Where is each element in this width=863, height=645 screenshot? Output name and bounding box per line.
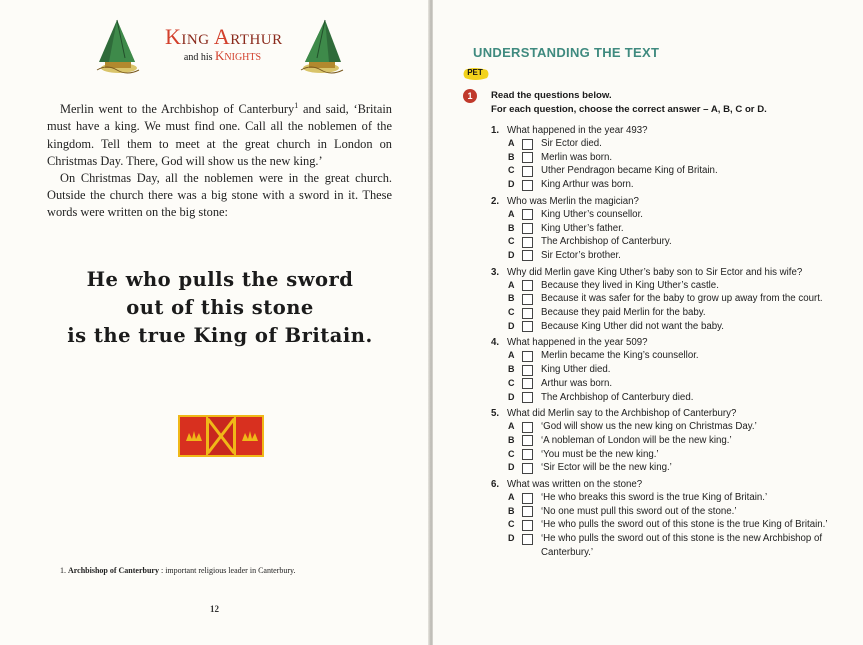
- question-stem: [491, 407, 831, 420]
- answer-checkbox[interactable]: [522, 209, 533, 220]
- exercise-instructions: Read the questions below. For each question, choose the correct answer – A, B, C or D.: [491, 90, 767, 115]
- footnote: 1. Archbishop of Canterbury : important religious leader in Canterbury.: [60, 566, 296, 575]
- answer-checkbox[interactable]: [522, 180, 533, 191]
- option-text: ‘You must be the new king.’: [541, 448, 659, 460]
- answer-checkbox[interactable]: [522, 308, 533, 319]
- answer-option: [491, 164, 831, 178]
- question-stem: [491, 195, 831, 208]
- option-text: ‘He who pulls the sword out of this stone is the new Archbishop of Canterbury.’: [541, 533, 823, 558]
- option-letter: A: [508, 279, 515, 290]
- answer-checkbox[interactable]: [522, 463, 533, 474]
- question-text: What was written on the stone?: [507, 479, 643, 491]
- option-text: King Uther died.: [541, 364, 611, 376]
- option-text: ‘He who breaks this sword is the true King of Britain.’: [541, 492, 768, 504]
- answer-option: [491, 377, 831, 391]
- option-letter: A: [508, 208, 515, 219]
- option-letter: D: [508, 533, 515, 544]
- answer-checkbox[interactable]: [522, 321, 533, 332]
- answer-checkbox[interactable]: [522, 166, 533, 177]
- pet-badge-label: PET: [467, 68, 483, 77]
- heraldic-emblem-icon: [178, 415, 264, 457]
- option-letter: B: [508, 151, 515, 162]
- answer-checkbox[interactable]: [522, 152, 533, 163]
- story-paragraph-2: On Christmas Day, all the noblemen were in the great church. Outside the church there was a big stone with a sword in it. These words were written on the big stone:: [47, 170, 392, 220]
- option-text: Arthur was born.: [541, 377, 613, 389]
- question-number: 6.: [491, 479, 500, 491]
- option-letter: D: [508, 179, 515, 190]
- question-text: Why did Merlin gave King Uther’s baby son to Sir Ector and his wife?: [507, 266, 803, 278]
- option-letter: C: [508, 519, 515, 530]
- option-text: King Uther’s counsellor.: [541, 208, 643, 220]
- answer-option: [491, 505, 831, 519]
- tree-illustration-left-icon: [95, 18, 141, 76]
- answer-checkbox[interactable]: [522, 392, 533, 403]
- option-text: ‘No one must pull this sword out of the stone.’: [541, 505, 737, 517]
- question-number: 1.: [491, 125, 500, 136]
- chapter-header: [95, 18, 345, 78]
- question-stem: [491, 478, 831, 491]
- question: [491, 336, 831, 404]
- story-text: [47, 97, 392, 222]
- inscription-line: He who pulls the sword: [86, 268, 354, 291]
- option-text: Because it was safer for the baby to grow up away from the court.: [541, 293, 823, 305]
- answer-option: [491, 292, 831, 306]
- answer-checkbox[interactable]: [522, 493, 533, 504]
- answer-option: [491, 306, 831, 320]
- answer-option: [491, 178, 831, 192]
- answer-checkbox[interactable]: [522, 139, 533, 150]
- footnote-marker: 1: [294, 101, 299, 110]
- option-letter: B: [508, 293, 515, 304]
- book-title-main: KING ARTHUR: [165, 24, 283, 49]
- answer-option: [491, 532, 831, 559]
- section-title: UNDERSTANDING THE TEXT: [473, 45, 660, 60]
- option-letter: D: [508, 249, 515, 260]
- answer-checkbox[interactable]: [522, 237, 533, 248]
- option-text: Because they paid Merlin for the baby.: [541, 307, 706, 319]
- question-stem: [491, 336, 831, 349]
- answer-checkbox[interactable]: [522, 378, 533, 389]
- answer-option: [491, 320, 831, 334]
- option-letter: C: [508, 448, 515, 459]
- answer-option: [491, 448, 831, 462]
- tree-illustration-right-icon: [299, 18, 345, 76]
- answer-checkbox[interactable]: [522, 250, 533, 261]
- question: [491, 266, 831, 334]
- question-number: 2.: [491, 195, 500, 207]
- option-letter: A: [508, 350, 515, 361]
- answer-checkbox[interactable]: [522, 435, 533, 446]
- question-number: 5.: [491, 408, 500, 420]
- question: [491, 407, 831, 475]
- answer-option: [491, 461, 831, 475]
- option-letter: A: [508, 421, 515, 432]
- inscription-line: is the true King of Britain.: [67, 324, 373, 347]
- option-text: Sir Ector’s brother.: [541, 249, 621, 261]
- question-stem: [491, 124, 831, 137]
- option-letter: B: [508, 222, 515, 233]
- question-text: What happened in the year 509?: [507, 337, 648, 349]
- option-text: ‘God will show us the new king on Christmas Day.’: [541, 421, 757, 433]
- option-text: Uther Pendragon became King of Britain.: [541, 165, 718, 177]
- stone-inscription: [40, 266, 400, 350]
- answer-checkbox[interactable]: [522, 422, 533, 433]
- option-letter: B: [508, 364, 515, 375]
- answer-option: [491, 279, 831, 293]
- question-stem: [491, 266, 831, 279]
- option-text: Merlin was born.: [541, 151, 613, 163]
- answer-option: [491, 391, 831, 405]
- answer-checkbox[interactable]: [522, 351, 533, 362]
- option-letter: C: [508, 307, 515, 318]
- question-text: Who was Merlin the magician?: [507, 195, 639, 207]
- left-page: [0, 0, 430, 645]
- option-letter: C: [508, 165, 515, 176]
- question-list: [491, 124, 831, 563]
- inscription-line: out of this stone: [126, 296, 314, 319]
- answer-checkbox[interactable]: [522, 294, 533, 305]
- option-letter: C: [508, 236, 515, 247]
- question-text: What did Merlin say to the Archbishop of Canterbury?: [507, 408, 737, 420]
- answer-option: [491, 208, 831, 222]
- answer-option: [491, 222, 831, 236]
- answer-checkbox[interactable]: [522, 449, 533, 460]
- answer-option: [491, 235, 831, 249]
- answer-checkbox[interactable]: [522, 280, 533, 291]
- option-letter: D: [508, 391, 515, 402]
- option-text: ‘A nobleman of London will be the new king.’: [541, 434, 732, 446]
- option-text: Merlin became the King’s counsellor.: [541, 350, 699, 362]
- option-text: ‘Sir Ector will be the new king.’: [541, 462, 672, 474]
- page-number: 12: [210, 604, 219, 614]
- answer-option: [491, 249, 831, 263]
- answer-option: [491, 518, 831, 532]
- right-page: [433, 0, 863, 645]
- question: [491, 478, 831, 560]
- answer-checkbox[interactable]: [522, 223, 533, 234]
- option-letter: B: [508, 434, 515, 445]
- answer-checkbox[interactable]: [522, 506, 533, 517]
- option-letter: A: [508, 138, 515, 148]
- answer-checkbox[interactable]: [522, 365, 533, 376]
- option-letter: C: [508, 377, 515, 388]
- answer-option: [491, 434, 831, 448]
- option-text: ‘He who pulls the sword out of this stone is the true King of Britain.’: [541, 519, 828, 531]
- book-subtitle: and his KNIGHTS: [183, 48, 262, 63]
- question-number: 3.: [491, 266, 500, 278]
- answer-checkbox[interactable]: [522, 520, 533, 531]
- exercise-number: 1: [463, 89, 477, 103]
- option-letter: A: [508, 492, 515, 503]
- answer-option: [491, 420, 831, 434]
- answer-checkbox[interactable]: [522, 534, 533, 545]
- option-text: The Archbishop of Canterbury died.: [541, 391, 694, 403]
- question-text: What happened in the year 493?: [507, 125, 648, 136]
- answer-option: [491, 349, 831, 363]
- option-letter: D: [508, 462, 515, 473]
- question: [491, 124, 831, 192]
- option-text: The Archbishop of Canterbury.: [541, 236, 672, 248]
- option-letter: D: [508, 320, 515, 331]
- question: [491, 195, 831, 263]
- story-paragraph-1: Merlin went to the Archbishop of Canterbury$^1$ and said, ‘Britain must have a king. We must find one. Call all the noblemen of the kingdom. Tell them to meet at the great church in London on Christmas Day. There, God will show us the new king.’: [47, 101, 392, 168]
- option-text: King Arthur was born.: [541, 179, 634, 191]
- option-letter: B: [508, 505, 515, 516]
- book-title: [165, 24, 283, 64]
- question-number: 4.: [491, 337, 500, 349]
- option-text: Because they lived in King Uther’s castle.: [541, 279, 719, 291]
- answer-option: [491, 363, 831, 377]
- answer-option: [491, 137, 831, 151]
- answer-option: [491, 151, 831, 165]
- option-text: Sir Ector died.: [541, 138, 602, 149]
- option-text: King Uther’s father.: [541, 222, 624, 234]
- answer-option: [491, 491, 831, 505]
- option-text: Because King Uther did not want the baby.: [541, 320, 724, 332]
